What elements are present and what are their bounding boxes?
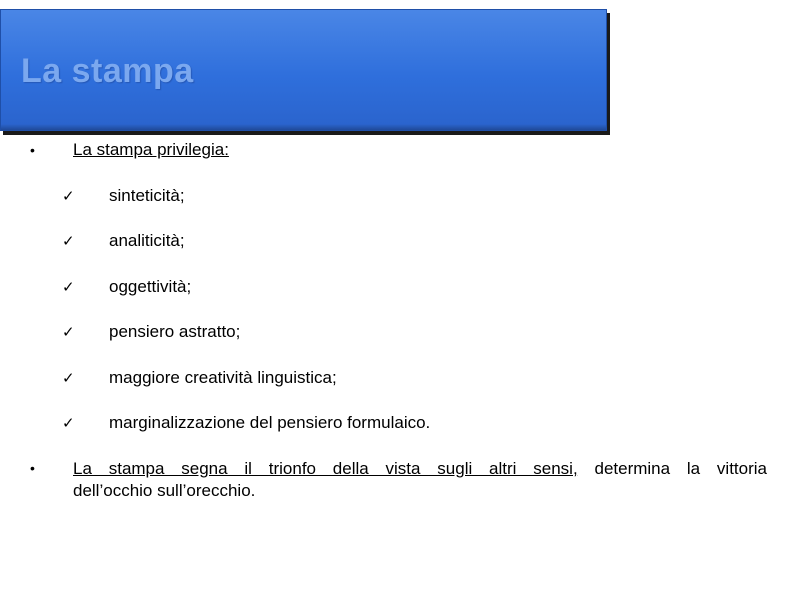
list-item-text: analiticità; [109,231,185,250]
check-icon: ✓ [62,187,75,205]
slide-title: La stampa [21,52,194,90]
bullet-second-line1 [73,458,767,480]
check-icon: ✓ [62,278,75,296]
bullet-second-line2: dell’occhio sull’orecchio. [73,481,256,500]
check-icon: ✓ [62,414,75,432]
bullet-second [73,458,767,502]
list-item-text: marginalizzazione del pensiero formulaico. [109,413,431,432]
list-item-text: oggettività; [109,277,192,296]
list-item [0,367,794,389]
list-item [0,276,794,298]
list-item [0,321,794,343]
check-icon: ✓ [62,232,75,250]
list-item-text: pensiero astratto; [109,322,241,341]
list-item-text: maggiore creatività linguistica; [109,368,337,387]
list-item [0,230,794,252]
bullet-first: La stampa privilegia: [73,140,229,159]
list-item [0,185,794,207]
bullet-second-rest: determina la vittoria [594,459,767,478]
check-icon: ✓ [62,369,75,387]
bullet-dot-icon: • [30,460,35,476]
title-bar [0,9,607,131]
check-icon: ✓ [62,323,75,341]
list-item [0,412,794,434]
bullet-second-underlined: La stampa segna il trionfo della vista sugli altri sensi, [73,459,578,478]
list-item-text: sinteticità; [109,186,185,205]
bullet-dot-icon: • [30,142,35,158]
